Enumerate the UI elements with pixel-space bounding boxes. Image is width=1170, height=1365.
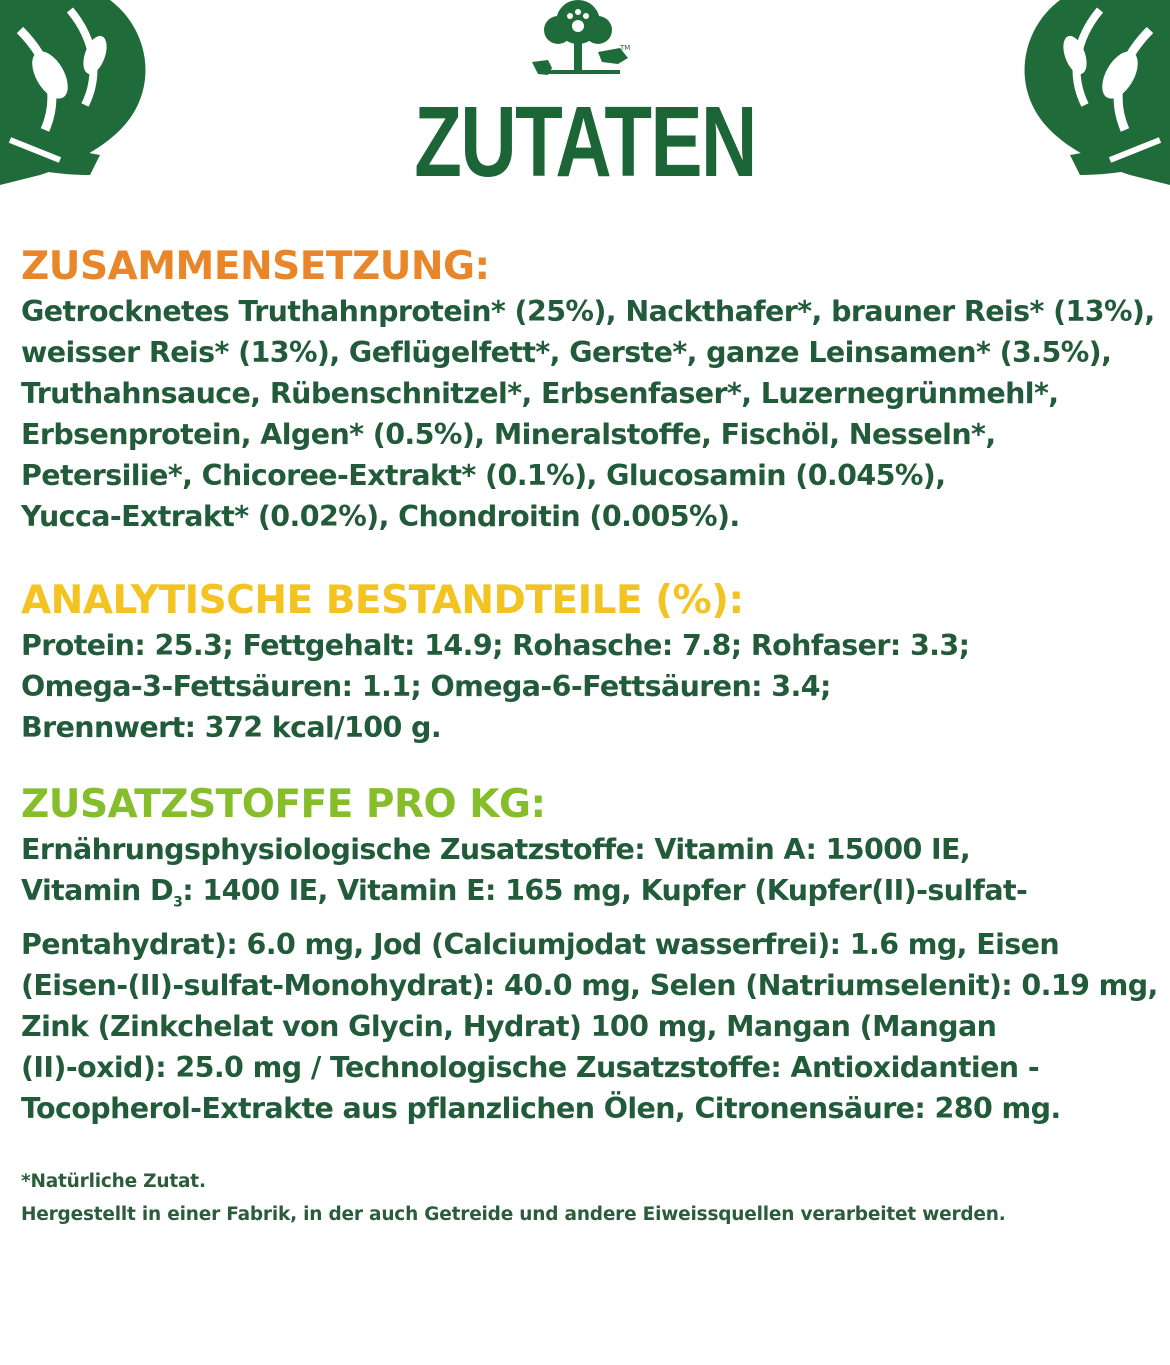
- additives-section: [21, 781, 1158, 1129]
- additives-line: (II)-oxid): 25.0 mg / Technologische Zusatzstoffe: Antioxidantien -: [21, 1050, 1040, 1084]
- tree-with-dogs-logo-icon: [520, 0, 640, 85]
- composition-heading: ZUSAMMENSETZUNG:: [21, 244, 490, 289]
- page-title: ZUTATEN: [414, 86, 756, 198]
- header: [0, 0, 1170, 200]
- analytical-line: Protein: 25.3; Fettgehalt: 14.9; Rohasche: 7.8; Rohfaser: 3.3;: [21, 629, 970, 662]
- footnote-factory: Hergestellt in einer Fabrik, in der auch Getreide und andere Eiweissquellen verarbeitet werden.: [21, 1204, 1006, 1225]
- additives-line: Ernährungsphysiologische Zusatzstoffe: Vitamin A: 15000 IE,: [21, 833, 971, 866]
- vitamin-d-label: Vitamin D: [21, 874, 174, 907]
- analytical-line: Brennwert: 372 kcal/100 g.: [21, 711, 442, 744]
- vitamin-d-subscript: 3: [173, 894, 183, 911]
- additives-line: (Eisen-(II)-sulfat-Monohydrat): 40.0 mg, Selen (Natriumselenit): 0.19 mg,: [21, 968, 1158, 1002]
- composition-line: Truthahnsauce, Rübenschnitzel*, Erbsenfaser*, Luzernegrünmehl*,: [21, 377, 1059, 410]
- composition-section: [21, 243, 1155, 537]
- analytical-section: [21, 577, 969, 748]
- additives-heading: ZUSATZSTOFFE PRO KG:: [21, 782, 546, 827]
- footnote: [21, 1165, 1006, 1231]
- composition-line: Erbsenprotein, Algen* (0.5%), Mineralstoffe, Fischöl, Nesseln*,: [21, 418, 996, 451]
- composition-line: weisser Reis* (13%), Geflügelfett*, Gerste*, ganze Leinsamen* (3.5%),: [21, 336, 1112, 369]
- additives-line: Zink (Zinkchelat von Glycin, Hydrat) 100 mg, Mangan (Mangan: [21, 1009, 997, 1043]
- composition-line: Yucca-Extrakt* (0.02%), Chondroitin (0.005%).: [21, 500, 740, 533]
- additives-line: Tocopherol-Extrakte aus pflanzlichen Ölen, Citronensäure: 280 mg.: [21, 1091, 1061, 1125]
- composition-line: Petersilie*, Chicoree-Extrakt* (0.1%), Glucosamin (0.045%),: [21, 459, 946, 492]
- svg-text:TM: TM: [620, 44, 631, 52]
- additives-line: Pentahydrat): 6.0 mg, Jod (Calciumjodat wasserfrei): 1.6 mg, Eisen: [21, 927, 1060, 961]
- composition-line: Getrocknetes Truthahnprotein* (25%), Nackthafer*, brauner Reis* (13%),: [21, 295, 1155, 328]
- footnote-natural: *Natürliche Zutat.: [21, 1171, 206, 1192]
- analytical-heading: ANALYTISCHE BESTANDTEILE (%):: [21, 578, 744, 623]
- additives-line: [21, 870, 1158, 924]
- vitamin-d-rest: : 1400 IE, Vitamin E: 165 mg, Kupfer (Kupfer(II)-sulfat-: [182, 874, 1028, 907]
- analytical-line: Omega-3-Fettsäuren: 1.1; Omega-6-Fettsäuren: 3.4;: [21, 670, 831, 703]
